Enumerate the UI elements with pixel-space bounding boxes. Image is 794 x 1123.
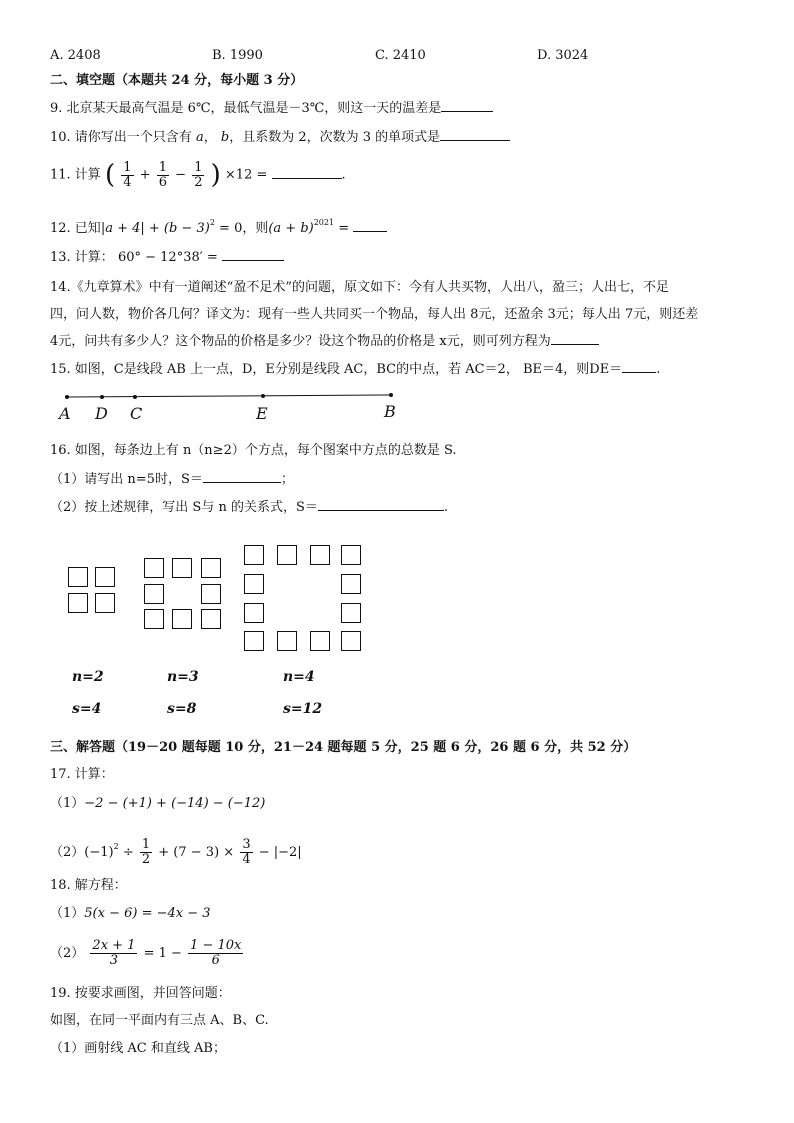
square-dot [310,631,330,651]
square-dot [341,603,361,623]
separator: ， [203,130,217,145]
square-dot [341,631,361,651]
fraction: $\frac{1}{2}$ [194,159,203,190]
section-heading-fill-in: 二、填空题（本题共 24 分，每小题 3 分） [50,73,304,88]
expression: −2 − (+1) + (−14) − (−12) [84,796,266,811]
option-a: A. 2408 [50,48,101,63]
square-dot [244,603,264,623]
question-10 [50,128,510,147]
square-dot [68,593,88,613]
pattern-label-s3: s=8 [167,701,197,717]
fraction: $\frac{1}{2}$ [141,837,151,867]
point-label-a: A [59,404,71,423]
point-label-d: D [95,404,108,423]
point-a [65,395,69,399]
square-dot [172,558,192,578]
question-16: 16. 如图，每条边上有 n（n≥2）个方点，每个图案中方点的总数是 S. [50,443,457,458]
point-label-e: E [256,404,268,423]
pattern-label-n4: n=4 [283,669,315,685]
point-c [133,395,137,399]
segment-ab [67,395,391,397]
left-paren: ( [104,160,116,190]
question-16-sub-2: （2）按上述规律，写出 S与 n 的关系式，S＝ . [50,500,448,515]
square-dot [341,545,361,565]
question-14-line-1: 14.《九章算术》中有一道阐述“盈不足术”的问题，原文如下：今有人共买物，人出八，盈三；人出七，不足 [50,280,669,295]
square-dot [244,545,264,565]
square-dot [201,558,221,578]
question-9-text: 9. 北京某天最高气温是 6℃，最低气温是－3℃，则这一天的温差是 [50,101,442,116]
answer-blank [622,360,656,373]
square-dot [95,593,115,613]
square-dot [95,567,115,587]
answer-blank [203,470,281,483]
square-dot [277,545,297,565]
square-dot [144,558,164,578]
option-d: D. 3024 [537,48,589,63]
question-14-line-2: 四，问人数，物价各几何？译文为：现有一些人共同买一个物品，每人出 8元，还盈余 3元；每人出 7元，则还差 [50,307,699,322]
question-12-prefix: 12. 已知 [50,221,101,236]
answer-blank [551,332,599,345]
exponent: 2021 [313,218,335,227]
fraction: $\frac{1}{6}$ [158,159,167,190]
fraction: $\frac{2x + 1}{3}$ [92,938,136,968]
square-dot [310,545,330,565]
question-16-sub-1: （1）请写出 n=5时，S＝ ； [50,472,294,487]
question-13 [50,248,284,267]
period: . [341,167,346,183]
point-d [100,395,104,399]
question-12 [50,214,387,238]
answer-blank [272,166,342,179]
question-15-text: 15. 如图，C是线段 AB 上一点，D，E分别是线段 AC，BC的中点，若 AC＝2， BE＝4，则DE＝ [50,362,623,377]
square-dot [244,631,264,651]
period: . [656,362,661,377]
square-dot [144,609,164,629]
question-19-line-2: 如图，在同一平面内有三点 A、B、C. [50,1013,269,1028]
section-heading-answers: 三、解答题（19－20 题每题 10 分，21－24 题每题 5 分，25 题 6 分，26 题 6 分，共 52 分） [50,740,637,755]
question-17-sub-2: $(2)(-1)^2$ ÷ $\frac{1}{2}$ + (7 − 3) × $\frac{3}{4}$ − |−2| [50,837,302,867]
square-dot [277,631,297,651]
pattern-label-n3: n=3 [167,669,199,685]
fraction: $\frac{1 - 10x}{6}$ [190,938,242,968]
pattern-label-s4: s=12 [283,701,323,717]
answer-blank [353,219,387,232]
question-10-text-a: 10. 请你写出一个只含有 [50,130,192,145]
option-b: B. 1990 [212,48,263,63]
square-dot [244,574,264,594]
question-18-sub-2: （2） $\frac{2x + 1}{3}$ = 1 − $\frac{1 - 10x}{6}$ [50,938,242,968]
question-19: 19. 按要求画图，并回答问题： [50,986,231,1001]
point-e [261,394,265,398]
question-18: 18. 解方程： [50,878,127,893]
option-c: C. 2410 [375,48,426,63]
pattern-label-n2: n=2 [72,669,104,685]
point-label-c: C [130,404,143,423]
right-paren: ) [210,160,221,190]
question-10-text-b: ，且系数为 2，次数为 3 的单项式是 [229,130,441,145]
question-11-prefix: 11. 计算 [50,167,101,183]
answer-blank [440,128,510,141]
question-15 [50,360,660,379]
question-11-tail: ×12 = [224,167,268,183]
square-dot [341,574,361,594]
square-dot [201,609,221,629]
question-13-text: 13. 计算： [50,250,114,265]
question-17-sub-1: （1）−2 − (+1) + (−14) − (−12) [50,796,266,811]
question-14-line-3: 4元，问共有多少人？这个物品的价格是多少？设这个物品的价格是 x元，则可列方程为 [50,332,599,351]
question-18-sub-1: （1）5(x − 6) = −4x − 3 [50,906,211,921]
question-9 [50,99,493,118]
answer-blank [222,248,284,261]
square-dot [172,609,192,629]
square-dot [68,567,88,587]
exponent: 2 [209,218,215,227]
question-12-mid: = 0，则 [214,221,269,236]
point-label-b: B [384,402,396,421]
variable-a: a [195,130,204,145]
pattern-label-s2: s=4 [72,701,102,717]
answer-blank [318,498,444,511]
expression: |a + 4| + (b − 3) [100,221,210,236]
variable-b: b [220,130,230,145]
square-dot [144,584,164,604]
operator: − [175,167,187,183]
answer-blank [441,99,493,112]
question-11 [50,158,346,193]
square-dot [201,584,221,604]
question-12-tail: = [334,221,350,236]
fraction: $\frac{1}{4}$ [123,159,132,190]
point-b [389,393,393,397]
question-17: 17. 计算： [50,767,114,782]
operator: + [139,167,151,183]
expression: (−1) [84,845,114,860]
fraction: $\frac{3}{4}$ [242,837,251,867]
question-19-sub-1: （1）画射线 AC 和直线 AB； [50,1041,226,1056]
expression: 5(x − 6) = −4x − 3 [84,906,211,921]
expression: 60° − 12°38′ = [117,250,218,265]
expression: (a + b) [268,221,314,236]
